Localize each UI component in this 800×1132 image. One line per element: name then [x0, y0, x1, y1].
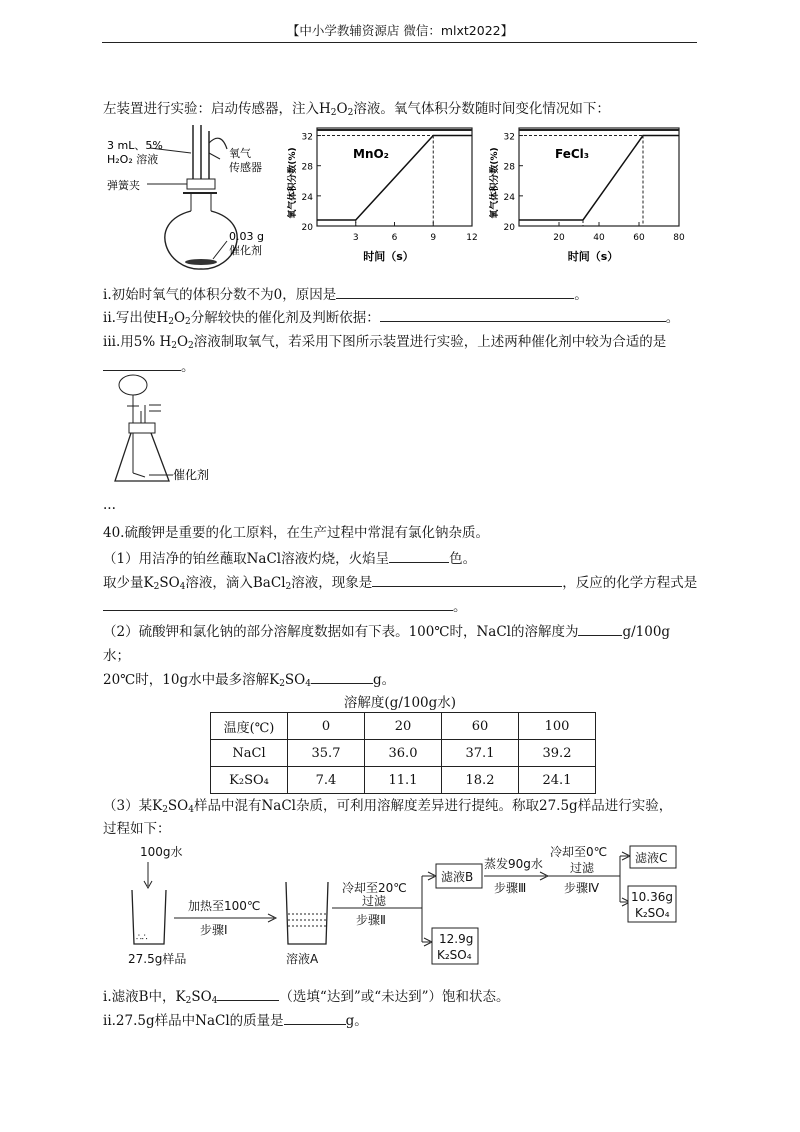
x-tick-label: 3 — [352, 233, 359, 243]
flow-step2-filter: 过滤 — [362, 894, 387, 908]
table-cell: 24.1 — [519, 767, 596, 794]
flow-filtrate-b: 滤液B — [441, 870, 474, 884]
question-40-3i: i.滤液B中，$K_2SO_4$ （选填“达到”或“未达到”）饱和状态。 — [103, 985, 510, 1006]
y-tick-label: 20 — [301, 223, 313, 233]
question-40-2c: 20℃时，10g水中最多溶解$K_2SO_4$ g。 — [103, 668, 395, 689]
table-header-cell: 60 — [442, 713, 519, 740]
apparatus-label-solution: H₂O₂ 溶液 — [107, 153, 159, 166]
y-tick-label: 32 — [503, 132, 515, 143]
x-axis-label: 时间（s） — [567, 250, 619, 263]
table-cell: 37.1 — [442, 740, 519, 767]
flow-step4-filter: 过滤 — [570, 861, 595, 875]
question-40-1b: 取少量$K_2SO_4$溶液，滴入BaCl$_2$溶液，现象是 ，反应的化学方程式是 — [103, 571, 697, 592]
x-tick-label: 20 — [553, 233, 565, 243]
question-iii: iii.用5% $H_2O_2$溶液制取氧气，若采用下图所示装置进行实验，上述两种催化剂中较为合适的是 — [103, 334, 667, 351]
table-cell: NaCl — [211, 740, 288, 767]
flow-step4-condition: 冷却至0℃ — [550, 845, 608, 859]
question-40-3ii: ii.27.5g样品中NaCl的质量是 g。 — [103, 1009, 368, 1029]
x-tick-label: 80 — [673, 233, 685, 243]
flow-solid2-name: K₂SO₄ — [635, 906, 670, 920]
flow-step1-label: 步骤Ⅰ — [200, 923, 228, 937]
question-40-2-water: 水； — [103, 648, 130, 664]
question-40-2: （2）硫酸钾和氯化钠的部分溶解度数据如有下表。100℃时，NaCl的溶解度为 g/100g — [103, 620, 670, 640]
table-row — [211, 767, 596, 794]
x-tick-label: 6 — [391, 233, 398, 243]
flow-step3-label: 步骤Ⅲ — [494, 881, 527, 895]
ellipsis: ... — [103, 497, 116, 513]
sensor-apparatus-figure — [105, 123, 285, 273]
intro-text: 左装置进行实验：启动传感器，注入$H_2O_2$溶液。氧气体积分数随时间变化情况如下： — [103, 101, 610, 118]
flow-step4-label: 步骤Ⅳ — [564, 881, 600, 895]
flow-filtrate-c: 滤液C — [635, 851, 668, 865]
table-header-cell: 温度(℃) — [211, 713, 288, 740]
x-tick-label: 60 — [633, 233, 645, 243]
x-tick-label: 12 — [466, 233, 478, 243]
x-tick-label: 9 — [430, 233, 437, 243]
chart-title: FeCl₃ — [555, 147, 590, 161]
flow-solid1-mass: 12.9g — [439, 932, 474, 946]
table-caption: 溶解度(g/100g水) — [343, 695, 457, 711]
flow-sample-label: 27.5g样品 — [128, 952, 187, 966]
catalyst-label: 催化剂 — [173, 468, 210, 482]
x-axis-label: 时间（s） — [363, 250, 414, 263]
fecl3-oxygen-chart — [487, 124, 687, 272]
flow-water-label: 100g水 — [140, 845, 183, 859]
apparatus-label-oxygen: 氧气 — [229, 147, 251, 160]
flow-step2-label: 步骤Ⅱ — [356, 913, 386, 927]
table-cell: 7.4 — [288, 767, 365, 794]
question-i: i.初始时氧气的体积分数不为0，原因是 。 — [103, 283, 588, 303]
header-divider — [102, 42, 697, 43]
question-40-3b: 过程如下： — [103, 821, 171, 837]
solubility-table — [210, 712, 596, 794]
apparatus-label-sensor: 传感器 — [229, 161, 262, 174]
y-tick-label: 28 — [301, 162, 313, 173]
table-header-cell: 0 — [288, 713, 365, 740]
apparatus-label-volume: 3 mL、5% — [107, 139, 163, 152]
svg-text:∴∴: ∴∴ — [136, 933, 148, 943]
plot-area — [519, 128, 679, 226]
y-tick-label: 32 — [301, 132, 313, 143]
mno2-oxygen-chart — [285, 124, 480, 272]
flow-solution-a: 溶液A — [286, 952, 319, 966]
purification-flow-diagram — [100, 840, 700, 970]
x-tick-label: 40 — [593, 233, 605, 243]
flow-step1-condition: 加热至100℃ — [188, 899, 261, 913]
table-cell: 35.7 — [288, 740, 365, 767]
table-header-cell: 20 — [365, 713, 442, 740]
apparatus-label-mass: 0.03 g — [229, 230, 264, 243]
table-header-cell: 100 — [519, 713, 596, 740]
flow-step2-condition: 冷却至20℃ — [342, 881, 407, 895]
y-tick-label: 20 — [503, 223, 515, 233]
y-axis-label: 氧气体积分数(%) — [490, 147, 500, 219]
chart-title: MnO₂ — [353, 147, 389, 161]
flow-solid2-mass: 10.36g — [631, 890, 673, 904]
table-cell: 18.2 — [442, 767, 519, 794]
table-cell: 36.0 — [365, 740, 442, 767]
y-tick-label: 28 — [503, 162, 515, 173]
question-iii-blank: 。 — [103, 355, 195, 375]
question-40-intro: 40.硫酸钾是重要的化工原料，在生产过程中常混有氯化钠杂质。 — [103, 525, 489, 541]
question-40-3: （3）某$K_2SO_4$样品中混有NaCl杂质，可利用溶解度差异进行提纯。称取27.5g样品进行实验， — [103, 798, 673, 815]
table-row — [211, 740, 596, 767]
question-ii: ii.写出使$H_2O_2$分解较快的催化剂及判断依据： 。 — [103, 306, 679, 327]
flow-step3-condition: 蒸发90g水 — [484, 857, 543, 871]
y-tick-label: 24 — [503, 192, 515, 203]
y-tick-label: 24 — [301, 192, 313, 203]
table-header-row — [211, 713, 596, 740]
apparatus-label-clip: 弹簧夹 — [107, 179, 140, 192]
table-cell: K₂SO₄ — [211, 767, 288, 794]
table-cell: 11.1 — [365, 767, 442, 794]
table-cell: 39.2 — [519, 740, 596, 767]
question-40-1: （1）用洁净的铂丝蘸取NaCl溶液灼烧，火焰呈 色。 — [103, 547, 476, 567]
apparatus-label-catalyst: 催化剂 — [229, 244, 262, 257]
y-axis-label: 氧气体积分数(%) — [288, 147, 298, 219]
flow-solid1-name: K₂SO₄ — [437, 948, 472, 962]
page-header: 【中小学教辅资源店 微信：mlxt2022】 — [286, 23, 514, 38]
question-40-1b-blank: 。 — [103, 595, 467, 615]
flask-apparatus-figure — [105, 373, 225, 488]
